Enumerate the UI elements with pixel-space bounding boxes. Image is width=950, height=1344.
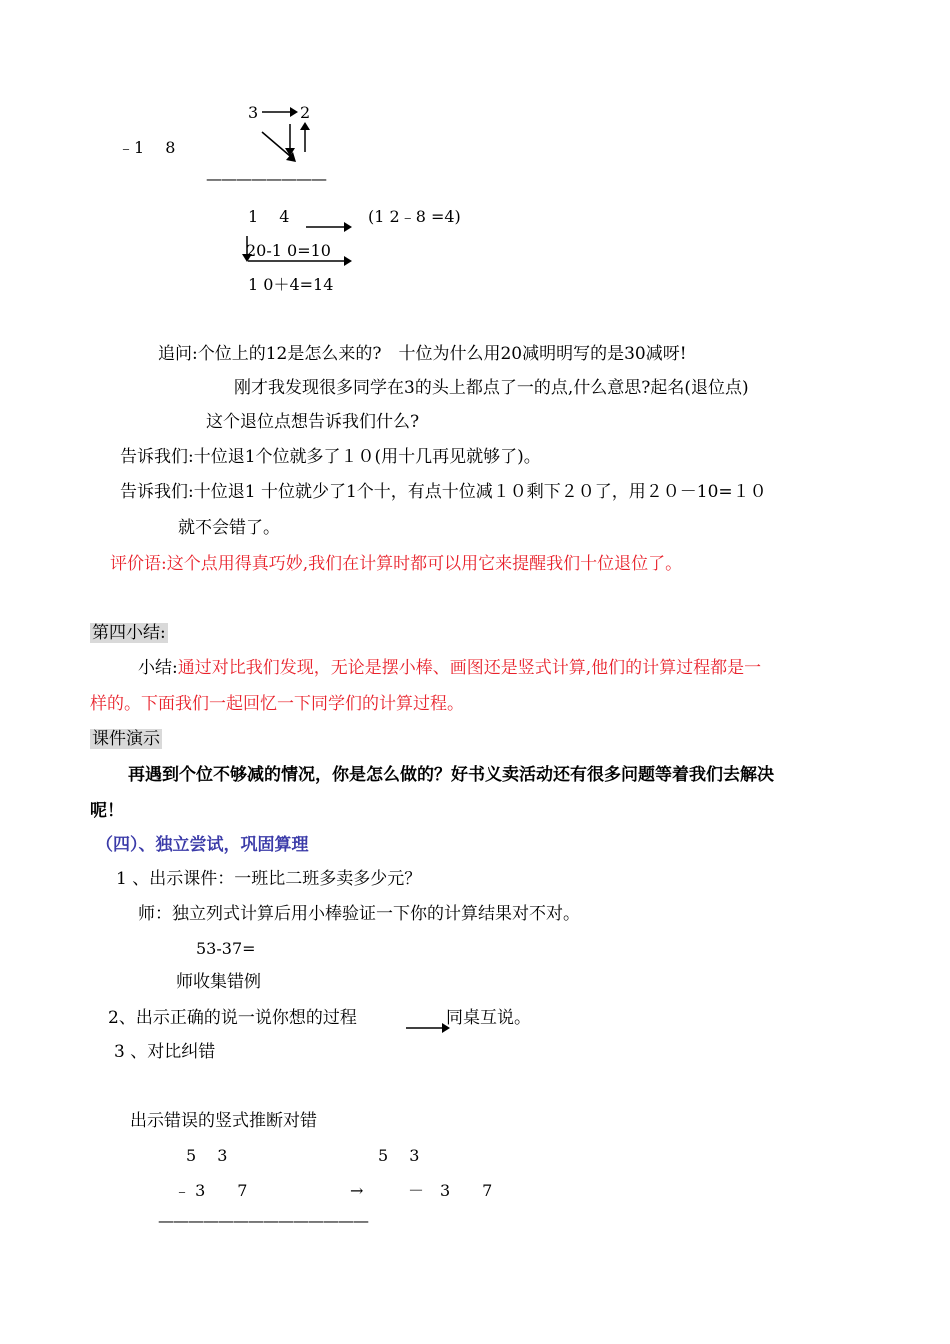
evaluation-text: 评价语:这个点用得真巧妙,我们在计算时都可以用它来提醒我们十位退位了。: [110, 554, 683, 574]
arrow-right-icon: [306, 222, 352, 234]
arrow-right-icon: [406, 1023, 450, 1035]
section-4-title: （四）、独立尝试，巩固算理: [96, 835, 309, 855]
calc-rule: ————————: [206, 169, 326, 188]
question-2: 刚才我发现很多同学在3的头上都点了一的点,什么意思?起名(退位点): [234, 378, 749, 398]
calc-subtrahend: ﹣1 8: [118, 138, 176, 157]
wrong-example-label: 出示错误的竖式推断对错: [130, 1111, 317, 1131]
bottom-rule: ——————————————: [158, 1211, 368, 1230]
calc-step1: 20-1 0=10: [246, 241, 331, 260]
arrow-right-icon: [262, 107, 298, 119]
summary-line-2: 样的。下面我们一起回忆一下同学们的计算过程。: [90, 694, 464, 714]
summary-label: 小结:: [138, 658, 178, 678]
demo-label: 课件演示: [92, 729, 160, 749]
section-4-item-2-partner: 同桌互说。: [446, 1008, 531, 1028]
section-4-item-2: 2、出示正确的说一说你想的过程: [108, 1008, 357, 1028]
right-minuend: 5 3: [378, 1146, 420, 1165]
calc-top-ones: 2: [300, 103, 311, 122]
teacher-instruction: 师：独立列式计算后用小棒验证一下你的计算结果对不对。: [138, 904, 580, 924]
calc-top-tens: 3: [248, 103, 259, 122]
left-subtrahend: ﹣ 3 7: [174, 1181, 248, 1200]
section-4-item-1: 1 、出示课件：一班比二班多卖多少元？: [116, 869, 422, 889]
question-1: 追问:个位上的12是怎么来的? 十位为什么用20减明明写的是30减呀!: [158, 344, 687, 364]
calc-step2: 1 0＋4=14: [248, 275, 334, 294]
demo-label-line: [90, 728, 162, 750]
demo-text-1: 再遇到个位不够减的情况，你是怎么做的？好书义卖活动还有很多问题等着我们去解决: [128, 765, 774, 785]
right-subtrahend: － 3 7: [408, 1181, 493, 1200]
expression: 53-37=: [196, 939, 256, 958]
answer-1: 告诉我们:十位退1个位就多了１０(用十几再见就够了)。: [120, 447, 541, 467]
summary-line-1: [138, 657, 761, 679]
answer-2-continued: 就不会错了。: [178, 518, 280, 538]
calc-result: 1 4: [248, 207, 290, 226]
demo-text-2: 呢！: [90, 801, 124, 821]
question-3: 这个退位点想告诉我们什么?: [206, 412, 420, 432]
summary-heading: [90, 622, 168, 644]
arrow-diagonal-icon: [262, 132, 298, 162]
collect-errors: 师收集错例: [176, 972, 261, 992]
answer-2: 告诉我们:十位退1 十位就少了1个十，有点十位减１０剩下２０了，用２０－10=１０: [120, 482, 767, 502]
calc-note: (1 2﹣8 =4): [368, 207, 461, 226]
summary-heading-label: 第四小结:: [92, 623, 166, 643]
arrow-right-icon: [248, 256, 352, 268]
section-4-item-3: 3 、对比纠错: [114, 1042, 216, 1062]
summary-text-1: 通过对比我们发现，无论是摆小棒、画图还是竖式计算,他们的计算过程都是一: [177, 658, 762, 678]
left-minuend: 5 3: [186, 1146, 228, 1165]
arrow-up-icon: [300, 122, 312, 152]
compare-arrow: →: [350, 1181, 364, 1200]
